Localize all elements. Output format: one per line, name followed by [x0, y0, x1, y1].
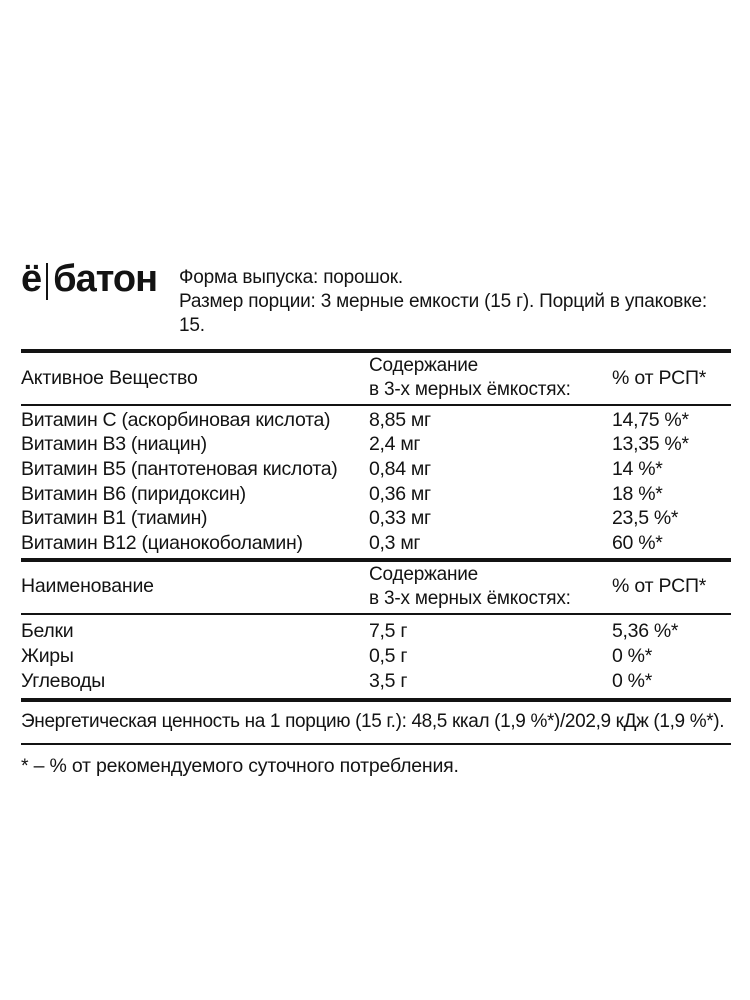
- nutrient-name: Витамин B6 (пиридоксин): [21, 482, 246, 505]
- nutrient-percent: 60 %*: [612, 531, 663, 554]
- vitamins-col2-header: Содержание в 3-х мерных ёмкостях:: [369, 355, 571, 400]
- nutrient-name: Витамин B3 (ниацин): [21, 433, 207, 456]
- nutrient-amount: 3,5 г: [369, 669, 408, 692]
- nutrient-name: Углеводы: [21, 669, 105, 692]
- brand-logo: [21, 257, 157, 301]
- nutrient-name: Жиры: [21, 644, 74, 667]
- table-row: [21, 619, 731, 644]
- nutrient-amount: 0,33 мг: [369, 507, 431, 530]
- nutrient-percent: 14 %*: [612, 457, 663, 480]
- nutrient-amount: 0,3 мг: [369, 531, 421, 554]
- table-row: [21, 408, 731, 433]
- vitamins-table-header: [21, 353, 731, 404]
- nutrient-name: Белки: [21, 619, 74, 642]
- nutrient-percent: 0 %*: [612, 644, 652, 667]
- nutrient-percent: 23,5 %*: [612, 507, 679, 530]
- vitamins-table-body: [21, 406, 731, 558]
- table-row: [21, 457, 731, 482]
- energy-value-line: Энергетическая ценность на 1 порцию (15 г.): 48,5 ккал (1,9 %*)/202,9 кДж (1,9 %*).: [21, 710, 725, 732]
- nutrient-name: Витамин B5 (пантотеновая кислота): [21, 457, 338, 480]
- table-row: [21, 644, 731, 669]
- product-info: [179, 257, 731, 338]
- nutrient-amount: 0,84 мг: [369, 457, 431, 480]
- brand-logo-divider: [46, 263, 48, 300]
- table-row: [21, 506, 731, 531]
- nutrient-amount: 7,5 г: [369, 619, 408, 642]
- serving-size-line: Размер порции: 3 мерные емкости (15 г). Порций в упаковке: 15.: [179, 291, 707, 336]
- nutrient-amount: 2,4 мг: [369, 433, 421, 456]
- nutrition-label: [21, 257, 731, 778]
- product-form-line: Форма выпуска: порошок.: [179, 267, 403, 288]
- nutrient-name: Витамин B1 (тиамин): [21, 507, 208, 530]
- nutrient-name: Витамин B12 (цианокоболамин): [21, 531, 303, 554]
- brand-logo-right: батон: [53, 258, 158, 300]
- nutrient-percent: 18 %*: [612, 482, 663, 505]
- nutrient-percent: 13,35 %*: [612, 433, 689, 456]
- nutrient-percent: 14,75 %*: [612, 408, 689, 431]
- label-header: [21, 257, 731, 338]
- macros-col3-header: % от РСП*: [612, 575, 707, 598]
- macros-table-body: [21, 615, 731, 698]
- macros-col1-header: Наименование: [21, 575, 154, 598]
- vitamins-col1-header: Активное Вещество: [21, 366, 198, 389]
- nutrient-amount: 8,85 мг: [369, 408, 431, 431]
- nutrient-name: Витамин C (аскорбиновая кислота): [21, 408, 331, 431]
- nutrient-percent: 0 %*: [612, 669, 652, 692]
- vitamins-col3-header: % от РСП*: [612, 366, 707, 389]
- footnote-rsp: * – % от рекомендуемого суточного потребления.: [21, 754, 459, 777]
- brand-logo-left: ё: [21, 258, 42, 300]
- table-row: [21, 531, 731, 556]
- nutrient-amount: 0,36 мг: [369, 482, 431, 505]
- table-row: [21, 433, 731, 458]
- nutrient-amount: 0,5 г: [369, 644, 408, 667]
- macros-table-header: [21, 562, 731, 613]
- macros-col2-header: Содержание в 3-х мерных ёмкостях:: [369, 563, 571, 609]
- nutrient-percent: 5,36 %*: [612, 619, 679, 642]
- table-row: [21, 669, 731, 694]
- table-row: [21, 482, 731, 507]
